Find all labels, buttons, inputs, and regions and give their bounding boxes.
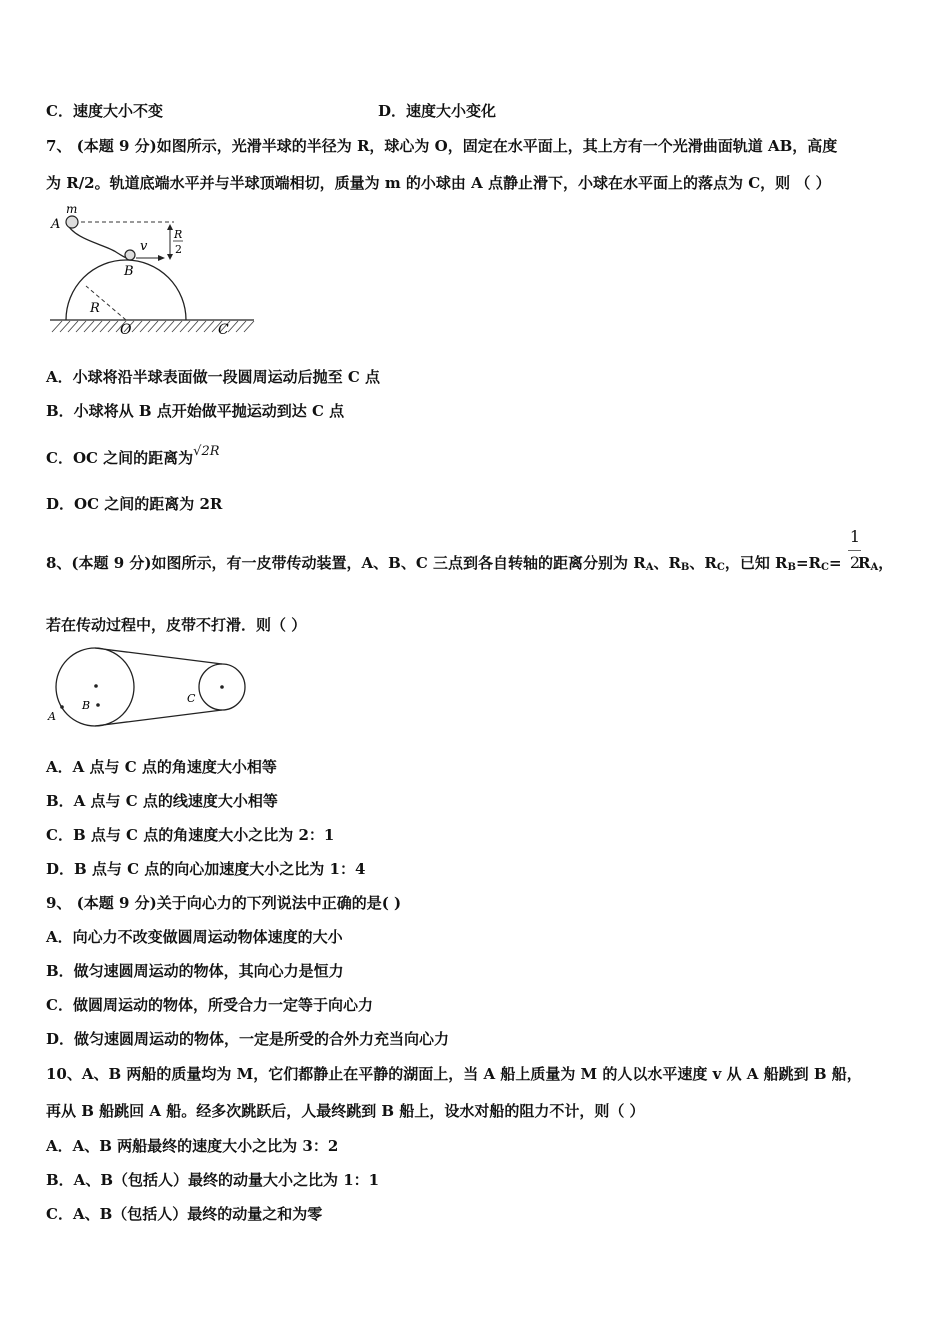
q6-option-c: C．速度大小不变 (46, 102, 163, 120)
q8-option-d: D．B 点与 C 点的向心加速度大小之比为 1：4 (46, 860, 366, 878)
q9-option-a: A．向心力不改变做圆周运动物体速度的大小 (46, 928, 343, 946)
q8-fraction-num: 1 (849, 527, 861, 546)
q7-label-a: A (51, 217, 61, 232)
q8-option-c: C．B 点与 C 点的角速度大小之比为 2：1 (46, 826, 335, 844)
q7-label-r: R (90, 301, 100, 316)
q8-stem-line2: 若在传动过程中，皮带不打滑．则（ ） (46, 616, 307, 634)
q7-option-a: A．小球将沿半球表面做一段圆周运动后抛至 C 点 (46, 368, 381, 386)
q8-figure (44, 644, 254, 730)
q8-sep2: 、R (689, 554, 717, 572)
q8-stem-text-a: 8、(本题 9 分)如图所示，有一皮带传动装置，A、B、C 三点到各自转轴的距离分别为 R (46, 554, 646, 572)
q8-fraction-bar (848, 550, 861, 551)
q9-stem: 9、 (本题 9 分)关于向心力的下列说法中正确的是( ) (46, 894, 402, 912)
q7-label-b: B (124, 264, 134, 279)
q7-stem-line1: 7、 (本题 9 分)如图所示，光滑半球的半径为 R，球心为 O，固定在水平面上，其上方有一个光滑曲面轨道 AB，高度 (46, 137, 838, 155)
q7-label-v: v (140, 239, 148, 254)
q8-sep1: 、R (653, 554, 681, 572)
q8-sub-a2: A (870, 562, 879, 573)
q7-stem-line2: 为 R/2。轨道底端水平并与半球顶端相切，质量为 m 的小球由 A 点静止滑下，小球在水平面上的落点为 C，则 （ ） (46, 174, 831, 192)
q8-sub-c2: C (821, 562, 829, 573)
q7-label-r-num: R (174, 228, 183, 241)
q6-option-d: D．速度大小变化 (378, 102, 497, 120)
q7-option-c-text: C．OC 之间的距离为 (46, 449, 194, 467)
q7-figure (44, 200, 260, 340)
q8-label-c: C (187, 692, 196, 705)
q8-sub-b: B (680, 562, 690, 573)
q7-label-o: O (120, 322, 132, 338)
q8-label-b: B (82, 699, 91, 712)
q8-eq: =R (795, 554, 822, 572)
q7-label-m: m (66, 202, 78, 216)
q7-label-r-den: 2 (175, 243, 182, 256)
q10-stem-line1: 10、A、B 两船的质量均为 M，它们都静止在平静的湖面上，当 A 船上质量为 M 的人以水平速度 v 从 A 船跳到 B 船， (46, 1065, 862, 1083)
q9-option-d: D．做匀速圆周运动的物体，一定是所受的合外力充当向心力 (46, 1030, 450, 1048)
q10-option-b: B．A、B（包括人）最终的动量大小之比为 1：1 (46, 1171, 380, 1189)
q8-eq2: = (828, 554, 842, 572)
q7-option-b: B．小球将从 B 点开始做平抛运动到达 C 点 (46, 402, 345, 420)
q8-sub-a: A (645, 562, 654, 573)
q8-stem-line1 (46, 553, 842, 578)
q7-option-c (46, 444, 220, 470)
q8-label-a: A (48, 710, 56, 723)
q8-option-b: B．A 点与 C 点的线速度大小相等 (46, 792, 278, 810)
q7-option-d: D．OC 之间的距离为 2R (46, 495, 223, 513)
q9-option-b: B．做匀速圆周运动的物体，其向心力是恒力 (46, 962, 344, 980)
q7-label-c: C (218, 322, 229, 338)
q8-tail-r: R (858, 554, 871, 572)
q8-fraction-den: 2 (849, 553, 861, 572)
q9-option-c: C．做圆周运动的物体，所受合力一定等于向心力 (46, 996, 373, 1014)
q8-tail-comma: ， (878, 554, 894, 572)
q7-option-c-math: √2R (193, 444, 220, 459)
q10-option-a: A．A、B 两船最终的速度大小之比为 3：2 (46, 1137, 339, 1155)
q8-sub-c: C (716, 562, 725, 573)
q8-sub-b2: B (787, 562, 796, 573)
q10-stem-line2: 再从 B 船跳回 A 船。经多次跳跃后，人最终跳到 B 船上，设水对船的阻力不计，则（ ） (46, 1102, 645, 1120)
q8-stem-text-b: ，已知 R (724, 554, 788, 572)
q10-option-c: C．A、B（包括人）最终的动量之和为零 (46, 1205, 323, 1223)
q8-stem-tail (858, 553, 893, 578)
q8-option-a: A．A 点与 C 点的角速度大小相等 (46, 758, 277, 776)
